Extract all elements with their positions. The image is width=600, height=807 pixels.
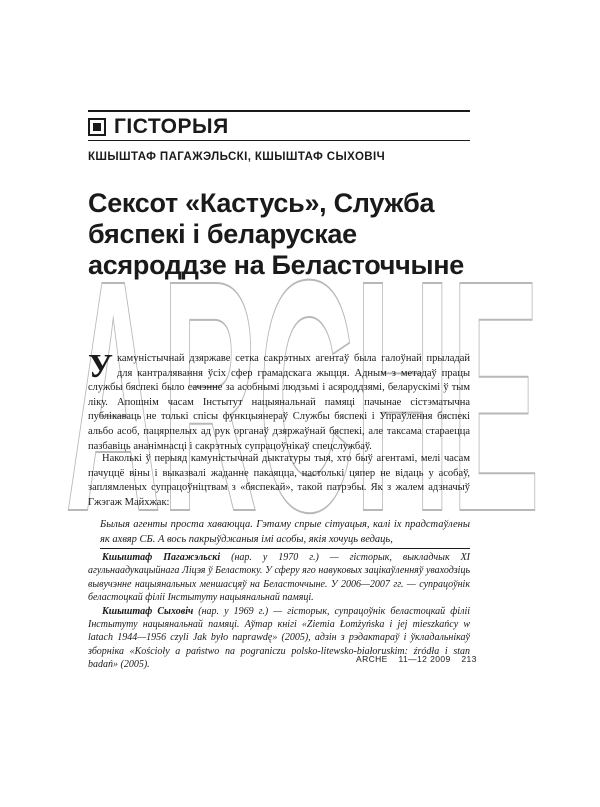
section-underline <box>88 140 470 141</box>
headline-line-2: бяспекі і беларускае <box>88 219 357 249</box>
bio-1 <box>88 551 470 605</box>
lead-text: камуністычнай дзяржаве сетка сакрэтных агентаў была галоўнай прыладай для кантралявання ўсіх сфер грамадскага жыцця. Адным з метадаў працы службы бяспекі было сачэнне за асобнымі людзьмі і асяроддзямі, беларускімі ў тым ліку. Апошнім часам Інстытут нацыянальнай памяці пачынае сістэматычна публікаваць не толькі спісы функцыянераў Службы бяспекі і Упраўлення бяспекі альбо асоб, пацярпелых ад рук органаў дзяржаўнай бяспекі, але таксама стараецца пазбавіць ананімнасці і сакрэтных супрацоўнікаў спецслужбаў. <box>88 353 470 452</box>
footer-page-number: 213 <box>461 654 477 664</box>
footer-issue: 11—12 2009 <box>398 654 451 664</box>
top-rule <box>88 110 470 112</box>
bio-1-text: (нар. у 1970 г.) — гісторык, выкладчык XI агульнаадукацыйнага Ліцэя ў Беластоку. У сферу яго навуковых зацікаўленняў уваходзіць вывучэнне нацыянальных меншасцяў на Беласточчыне. У 2006—2007 гг. — супрацоўнік беластоцкай філіі Інстытуту нацыянальнай памяці. <box>88 552 471 604</box>
drop-cap: У <box>88 348 113 385</box>
footnote-rule <box>100 548 470 549</box>
article-headline <box>88 188 498 281</box>
bio-2-name: Кшыштаф Сыховіч <box>102 605 194 617</box>
headline-line-3: асяроддзе на Беласточчыне <box>88 250 464 280</box>
bio-1-name: Кшыштаф Пагажэльскі <box>102 552 221 563</box>
page-footer <box>356 654 485 664</box>
bio-2-text: (нар. у 1969 г.) — гісторык, супрацоўнік беластоцкай філіі Інстытуту нацыянальнай памяці. Аўтар кнігі «Ziemia Łomżyńska i jej mieszkańcy w latach 1944—1956 czyli Jak było naprawdę» (2005), адзін з рэдактараў і ўкладальнікаў зборніка «Kościoły a państwo na pograniczu polsko-litewsko-białoruskim: źródła i stan badań» (2005). <box>88 605 470 671</box>
block-quote: Былыя агенты проста хаваюцца. Гэтаму спрые сітуацыя, калі іх прадстаўлены як ахвяр СБ. А вось пакрыўджаныя імі асобы, якія хочуць ведаць, <box>100 519 470 545</box>
headline-line-1: Сексот «Кастусь», Служба <box>88 188 435 218</box>
lead-paragraph <box>88 348 470 454</box>
watermark-text: ARCHE <box>65 211 540 520</box>
paragraph-2: Наколькі ў перыяд камуністычнай дыктатуры тыя, хто быў агентамі, мелі часам пачуццё віны і выказвалі жаданне пакаяцца, настолькі цяпер не відаць у асобаў, заплямленых супрацоўніцтвам з «бяспекай», такой патрэбы. Як з жалем адзначыў Гжэгаж Майхжак: <box>88 453 470 508</box>
footer-journal: ARCHE <box>356 654 388 664</box>
section-title: ГІСТОРЫЯ <box>114 115 229 138</box>
section-header <box>88 116 470 138</box>
section-square-icon <box>88 118 106 136</box>
article-authors: КШЫШТАФ ПАГАЖЭЛЬСКІ, КШЫШТАФ СЫХОВІЧ <box>88 151 386 163</box>
